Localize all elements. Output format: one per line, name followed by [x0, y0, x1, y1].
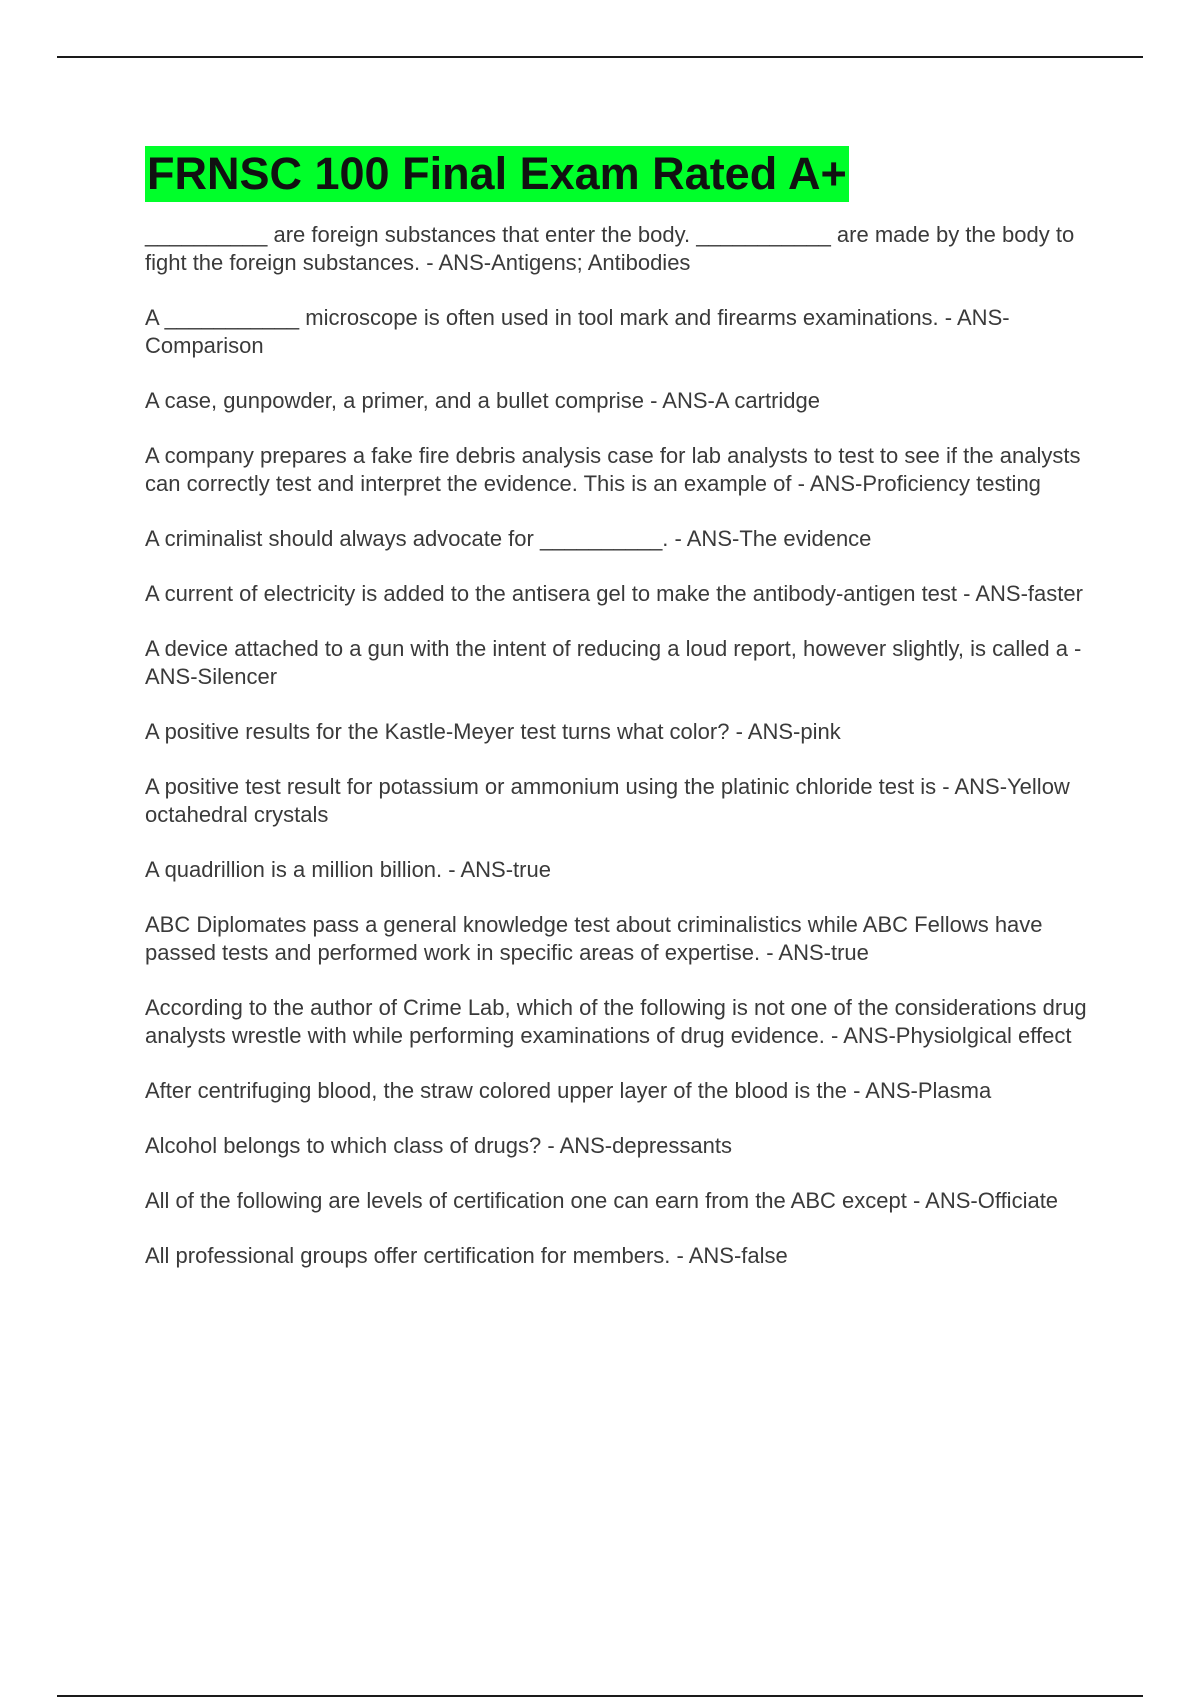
- qa-item: A criminalist should always advocate for __________. - ANS-The evidence: [145, 526, 872, 551]
- qa-item: All professional groups offer certification for members. - ANS-false: [145, 1243, 788, 1268]
- qa-item: A positive results for the Kastle-Meyer test turns what color? - ANS-pink: [145, 719, 841, 744]
- top-rule: [57, 56, 1143, 58]
- qa-item: After centrifuging blood, the straw colored upper layer of the blood is the - ANS-Plasma: [145, 1078, 992, 1103]
- qa-list: [145, 221, 1095, 1270]
- qa-item: A current of electricity is added to the antisera gel to make the antibody-antigen test - ANS-faster: [145, 581, 1083, 606]
- qa-item: Alcohol belongs to which class of drugs? - ANS-depressants: [145, 1133, 732, 1158]
- qa-item: A device attached to a gun with the intent of reducing a loud report, however slightly, is called a - ANS-Silencer: [145, 636, 1082, 689]
- qa-item: A positive test result for potassium or ammonium using the platinic chloride test is - ANS-Yellow octahedral crystals: [145, 774, 1070, 827]
- document-body: [145, 146, 1095, 1297]
- qa-item: A case, gunpowder, a primer, and a bullet comprise - ANS-A cartridge: [145, 388, 821, 413]
- qa-item: All of the following are levels of certification one can earn from the ABC except - ANS-Officiate: [145, 1188, 1059, 1213]
- qa-item: A quadrillion is a million billion. - ANS-true: [145, 857, 551, 882]
- document-title: FRNSC 100 Final Exam Rated A+: [145, 146, 849, 202]
- bottom-rule: [57, 1695, 1143, 1697]
- qa-item: A ___________ microscope is often used in tool mark and firearms examinations. - ANS-Comparison: [145, 305, 1010, 358]
- qa-item: ABC Diplomates pass a general knowledge test about criminalistics while ABC Fellows have passed tests and performed work in specific areas of expertise. - ANS-true: [145, 912, 1043, 965]
- qa-item: A company prepares a fake fire debris analysis case for lab analysts to test to see if the analysts can correctly test and interpret the evidence. This is an example of - ANS-Proficiency testing: [145, 443, 1081, 496]
- qa-item: According to the author of Crime Lab, which of the following is not one of the considerations drug analysts wrestle with while performing examinations of drug evidence. - ANS-Physiolgical effect: [145, 995, 1087, 1048]
- qa-item: __________ are foreign substances that enter the body. ___________ are made by the body to fight the foreign substances. - ANS-Antigens; Antibodies: [145, 222, 1075, 275]
